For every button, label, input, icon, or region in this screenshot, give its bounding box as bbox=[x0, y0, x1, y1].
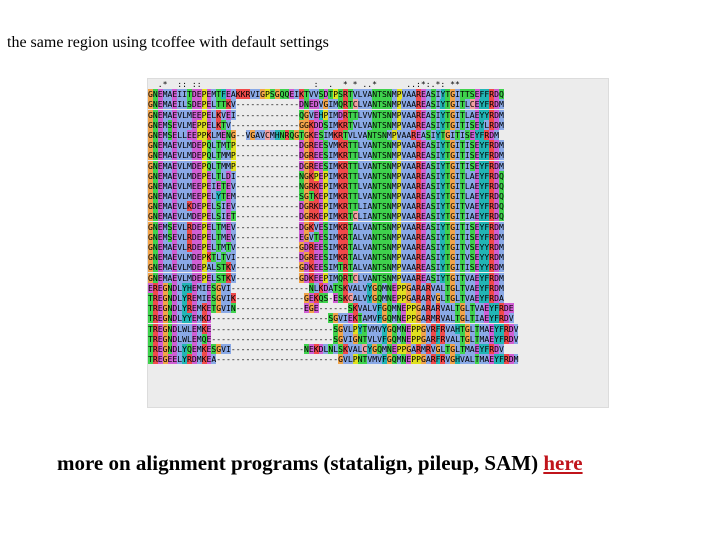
alignment-row: GNEMAEVLMDEPELTLDI-------------NGKPEPIMKRTTLVANTSNMPVAAREASIYTGITLAEYFRDQ bbox=[148, 170, 504, 181]
consensus-line: .* :: :: : . * * ..* ..:*:.*: ** bbox=[148, 79, 608, 89]
alignment-row: GNEMSELLEEPPKLMENG--VGAVCMHNRQGTGKESIMKRTVLVANTSNMPVAAREASIYTGITISEYFRDM bbox=[148, 129, 499, 140]
alignment-row: TREGNDLWLEMQE-------------------------SGVIGNTVLVFGQMNEPPGARFRVALTGLTMAEYFRDV bbox=[148, 333, 519, 344]
alignment-row: GNEMAEVLMDEPELSIET-------------DGRKEPIMKRTCLIANTSNMPVAAREASIYTGITIAEYFRDQ bbox=[148, 211, 504, 222]
page-title: the same region using tcoffee with default settings bbox=[7, 34, 329, 51]
alignment-row: TREGNDLYREMKETGVIN--------------EGE------SKVALVFGQMNEPPGARARVALTGLTVAEYFRDE bbox=[148, 303, 514, 314]
alignment-row: GNEMAEIITDEPEMTFEAKKRVIGPSGQQEIKTVVSDTPSRTVLVANTSNMPVAAREASIYTGITTSEFFRDQ bbox=[148, 89, 504, 100]
alignment-row: GNEMSEVLRDEPELTMEV-------------EGVTESIMKRTALVANTSNMPVAAREASIYTGITISEYFRDM bbox=[148, 231, 504, 242]
alignment-row: TREGNDLWLEMKE-------------------------SGVLPYTVMVYGQMNEPPGVRFRVAHTGLTMAEYFRDV bbox=[148, 323, 519, 334]
alignment-row: GNEMAEVLMDEPQLTMTP-------------DGREESVMKRTTLVANTSNMPVAAREASIYTGITISEYFRDM bbox=[148, 140, 504, 151]
alignment-row: GNEMAEVLMDEPKTLTVI-------------DGREESIMKRTALVANTSNMPVAAREASIYTGITVSEYYRDM bbox=[148, 252, 504, 263]
alignment-row: GNEMAEVLRDEPELTMTV-------------GDREESIMKRTALVANTSNMPVAAREASIYTGITVSEYYRDM bbox=[148, 242, 504, 252]
alignment-row: GNEMSEVLRDEPELTMEV-------------DGKVESIMKRTALVANTSNMPVAAREASIYTGITISEYFRDM bbox=[148, 221, 504, 232]
alignment-row: TREGNDLYQEMKESGVI---------------NEKDLNLSKVALCYGQMNEPPGARMRVGLTGLTMAEYFRDV bbox=[148, 343, 504, 354]
footer-line bbox=[57, 451, 583, 476]
alignment-row: GNEMAEVLMDEPQLTMMP-------------DGREESIMKRTTLVANTSNMPVAAREASIYTGITISEYFRDM bbox=[148, 150, 504, 161]
sequence-alignment-view bbox=[147, 78, 609, 408]
alignment-row: TREGEELYRDMKEA-------------------------GVLPNTVMVFGQMNEPPGARFRVGHVALTMAEYFRDM bbox=[148, 354, 519, 365]
alignment-row: GNEMAEVLMEEPEIETEV-------------NGRKEPIMKRTTLVANTSNMPVAAREASIYTGITLAEYFRDQ bbox=[148, 180, 504, 191]
alignment-row: GNEMAEVLMDEPQLTMMP-------------DGREESIMKRTTLVANTSNMPVAAREASIYTGITISEYFRDM bbox=[148, 160, 504, 171]
alignment-row: GNEMAEVLMDEPALSTKV-------------GDKEESIMTRTALVANTSNMPVAAREASIYTGITISEYYRDM bbox=[148, 262, 504, 273]
alignment-row: GNEMAEVLMDEPELSTKV-------------GDKEEPIMQRTCLVANTSNMPVAAREASIYTGITVAEYFRDM bbox=[148, 272, 504, 283]
here-link[interactable]: here bbox=[543, 451, 583, 475]
alignment-row: GNEMSEVLMEPPELKTV--------------GGKDDSIMKRTVLVANTSNMPVAAREASIYTGITISEYLRDM bbox=[148, 119, 504, 130]
alignment-row: GNEMAEILSDEPELTTKV-------------DNEDVGIMQRTCLVANTSNMPVAAREASIYTGITLCEYFRDM bbox=[148, 99, 504, 110]
alignment-rows bbox=[148, 89, 608, 364]
alignment-row: TREGNDLYYEMKD------------------------SGVIEKTAMVFGQMNEPPGARMRVALTGLTIAEYFRDV bbox=[148, 313, 514, 324]
alignment-row: GNEMAEVLMEEPELYTEM-------------SGTKEPIMKRTTLVANTSNMPVAAREASIYTGITLAEYFRDQ bbox=[148, 191, 504, 202]
alignment-row: GNEMAEVLKDEPELSIEV-------------DGRKEPIMKRTTLIANTSNMPVAAREASIYTGITVAEYFRDQ bbox=[148, 201, 504, 212]
alignment-row: TREGNDLYREMIESGVIK--------------GEKQS-ESKCALVYGQMNEPPGARARVGLTGLTVAEYFRDA bbox=[148, 292, 504, 303]
alignment-row: EREGNDLYHEMIESGVI----------------NLKDATSKVALVYGQMNEPPGARARVALTGLTVAEYFRDM bbox=[148, 282, 504, 293]
alignment-row: GNEMAEVLMEEPELKVEI-------------QGVEHPIMDRTTLVVNTSNMPVAAREASIYTGITLAEYYRDM bbox=[148, 109, 504, 120]
footer-text: more on alignment programs (statalign, pileup, SAM) bbox=[57, 451, 544, 475]
